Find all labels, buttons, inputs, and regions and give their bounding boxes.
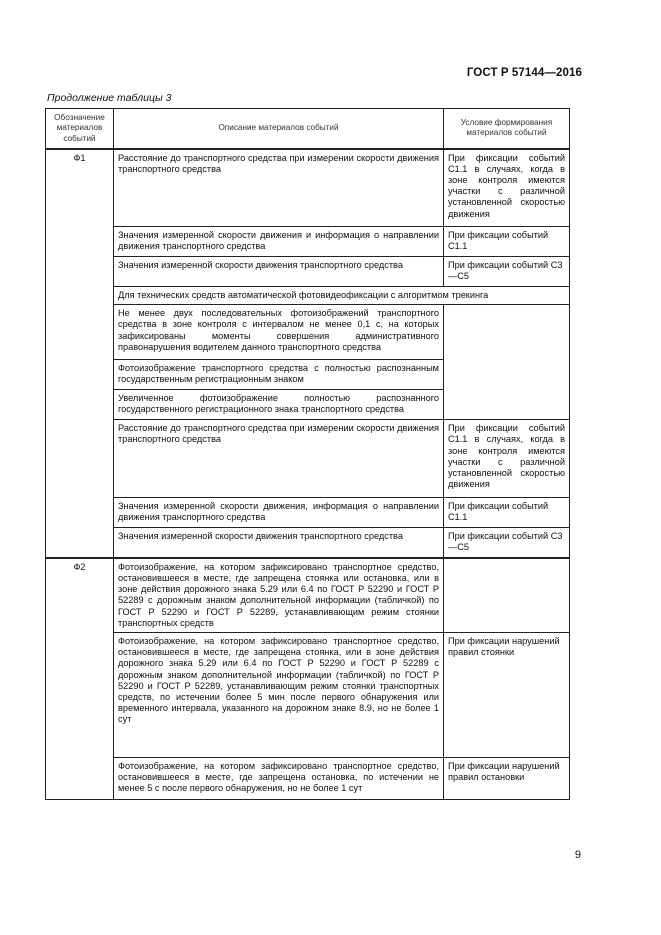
header-condition: Условие формирования материалов событий <box>444 109 570 149</box>
row-description: Фотоизображение транспортного средства с полностью распознанным государственным регистрационным знаком <box>114 360 444 390</box>
row-condition: При фиксации событий С3—С5 <box>444 528 570 558</box>
row-condition-empty <box>444 305 570 420</box>
events-table <box>45 108 570 800</box>
header-description: Описание материалов событий <box>114 109 444 149</box>
row-description: Значения измеренной скорости движения транспортного средства <box>114 257 444 287</box>
table-row <box>46 420 570 498</box>
table-row <box>46 149 570 227</box>
group-code-f2: Ф2 <box>46 558 114 800</box>
table-row <box>46 558 570 633</box>
header-code: Обозначение материалов событий <box>46 109 114 149</box>
row-condition: При фиксации нарушений правил стоянки <box>444 632 570 757</box>
table-row <box>46 227 570 257</box>
row-description: Фотоизображение, на котором зафиксировано транспортное средство, остановившееся в месте, где запрещена стоянка или остановка, или в зоне действия дорожного знака 5.29 или 6.4 по ГОСТ Р 52290 и ГОСТ Р 52289 с дорожным знаком дополнительной информации (табличкой) по ГОСТ Р 52290 и ГОСТ Р 52289, устанавливающим режим стоянки транспортных средств <box>114 558 444 633</box>
row-condition: При фиксации событий С3—С5 <box>444 257 570 287</box>
row-condition: При фиксации нарушений правил остановки <box>444 757 570 799</box>
table-row <box>46 287 570 305</box>
row-description: Фотоизображение, на котором зафиксировано транспортное средство, остановившееся в месте, где запрещена остановка, по истечении не менее 5 с после первого обнаружения, но не более 1 сут <box>114 757 444 799</box>
row-condition <box>444 558 570 633</box>
table-row <box>46 257 570 287</box>
row-span-text: Для технических средств автоматической фотовидеофиксации с алгоритмом трекинга <box>114 287 570 305</box>
page-number: 9 <box>574 849 581 861</box>
row-description: Значения измеренной скорости движения, информация о направлении движения транспортного средства <box>114 498 444 528</box>
row-condition: При фиксации событий С1.1 <box>444 498 570 528</box>
table-row <box>46 632 570 757</box>
table-row <box>46 498 570 528</box>
row-description: Значения измеренной скорости движения и информация о направлении движения транспортного средства <box>114 227 444 257</box>
row-description: Расстояние до транспортного средства при измерении скорости движения транспортного средства <box>114 149 444 227</box>
row-condition: При фиксации событий С1.1 в случаях, когда в зоне контроля имеются участки с различной установленной скоростью движения <box>444 149 570 227</box>
group-code-f1: Ф1 <box>46 149 114 558</box>
row-description: Расстояние до транспортного средства при измерении скорости движения транспортного средства <box>114 420 444 498</box>
table-header-row <box>46 109 570 149</box>
table-row <box>46 757 570 799</box>
row-condition: При фиксации событий С1.1 в случаях, когда в зоне контроля имеются участки с различной установленной скоростью движения <box>444 420 570 498</box>
table-row <box>46 305 570 360</box>
table-caption: Продолжение таблицы 3 <box>47 92 172 104</box>
table-row <box>46 528 570 558</box>
row-condition: При фиксации событий С1.1 <box>444 227 570 257</box>
document-code: ГОСТ Р 57144—2016 <box>466 67 582 79</box>
row-description: Фотоизображение, на котором зафиксировано транспортное средство, остановившееся в месте, где запрещена стоянка, или в зоне действия дорожного знака 5.29 или 6.4 по ГОСТ Р 52290 и ГОСТ Р 52289 с дорожным знаком дополнительной информации (табличкой) по ГОСТ Р 52290 и ГОСТ Р 52289, устанавливающим режим стоянки транспортных средств, по истечении более 5 мин после первого обнаружения или временного интервала, указанного на дорожном знаке 8.9, но не более 1 сут <box>114 632 444 757</box>
row-description: Не менее двух последовательных фотоизображений транспортного средства в зоне контроля с интервалом не менее 0,1 с, на которых зафиксированы моменты совершения административного правонарушения водителем данного транспортного средства <box>114 305 444 360</box>
row-description: Увеличенное фотоизображение полностью распознанного государственного регистрационного знака транспортного средства <box>114 390 444 420</box>
row-description: Значения измеренной скорости движения транспортного средства <box>114 528 444 558</box>
